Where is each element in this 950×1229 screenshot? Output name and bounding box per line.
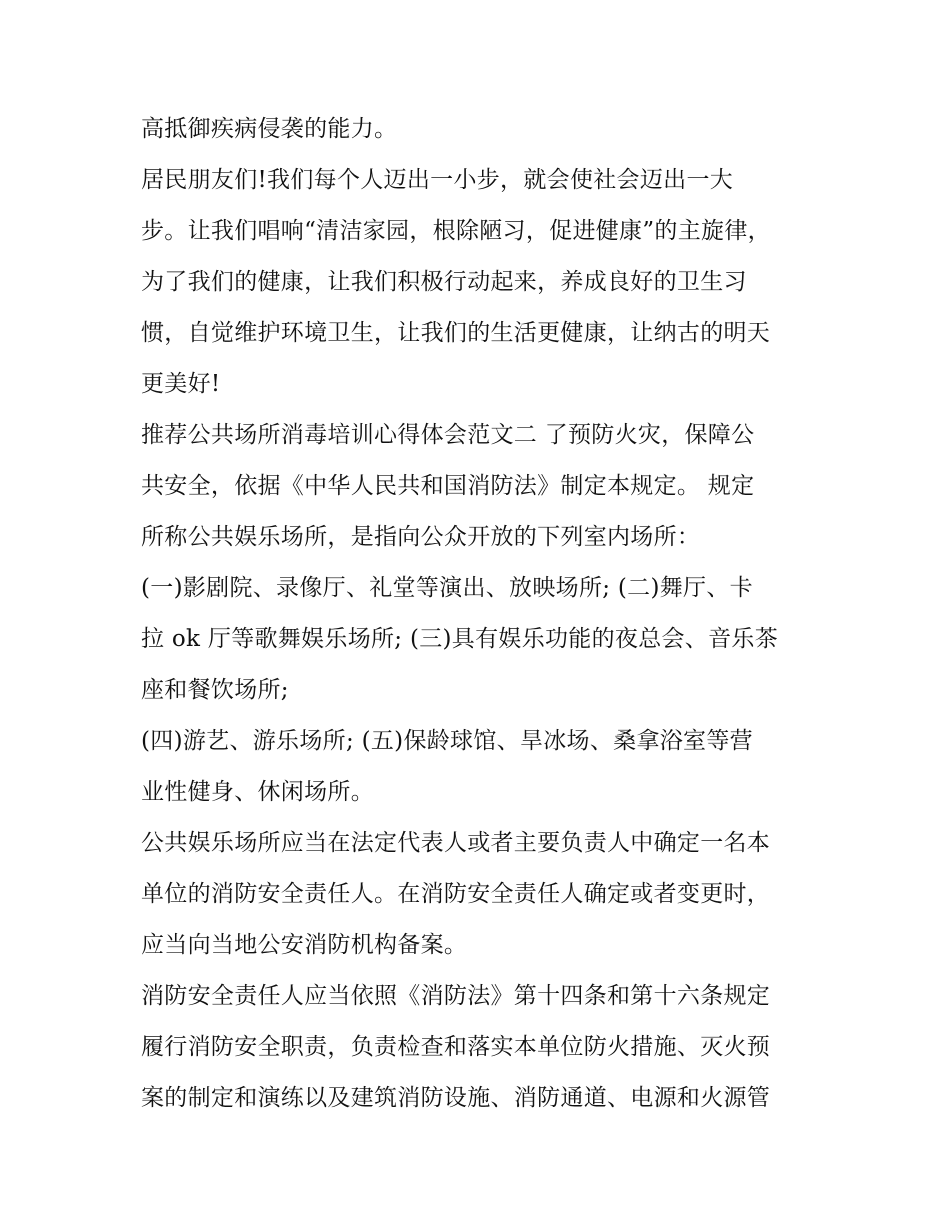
- text-line: 居民朋友们!我们每个人迈出一小步，就会使社会迈出一大: [141, 167, 734, 193]
- text-line: (一)影剧院、录像厅、礼堂等演出、放映场所; (二)舞厅、卡: [141, 575, 753, 601]
- text-line: 座和餐饮场所;: [141, 677, 289, 703]
- text-line: 案的制定和演练以及建筑消防设施、消防通道、电源和火源管: [141, 1085, 771, 1111]
- text-line: 高抵御疾病侵袭的能力。: [141, 116, 398, 142]
- text-line: (四)游艺、游乐场所; (五)保龄球馆、旱冰场、桑拿浴室等营: [141, 728, 753, 754]
- text-line: 推荐公共场所消毒培训心得体会范文二 了预防火灾，保障公: [141, 422, 755, 448]
- text-line: 所称公共娱乐场所，是指向公众开放的下列室内场所：: [141, 524, 701, 550]
- text-line: 单位的消防安全责任人。在消防安全责任人确定或者变更时，: [141, 881, 771, 907]
- text-line: 步。让我们唱响“清洁家园，根除陋习，促进健康”的主旋律，: [141, 218, 771, 244]
- text-line: 拉 ok 厅等歌舞娱乐场所; (三)具有娱乐功能的夜总会、音乐茶: [141, 626, 779, 652]
- text-line: 业性健身、休闲场所。: [141, 779, 374, 805]
- text-line: 更美好!: [141, 371, 221, 397]
- text-line: 惯，自觉维护环境卫生，让我们的生活更健康，让纳古的明天: [141, 320, 771, 346]
- text-line: 消防安全责任人应当依照《消防法》第十四条和第十六条规定: [141, 983, 771, 1009]
- text-line: 公共娱乐场所应当在法定代表人或者主要负责人中确定一名本: [141, 830, 771, 856]
- document-body: [141, 104, 821, 1124]
- text-line: 履行消防安全职责，负责检查和落实本单位防火措施、灭火预: [141, 1034, 771, 1060]
- text-line: 为了我们的健康，让我们积极行动起来，养成良好的卫生习: [141, 269, 747, 295]
- text-line: 共安全，依据《中华人民共和国消防法》制定本规定。 规定: [141, 473, 755, 499]
- text-line: 应当向当地公安消防机构备案。: [141, 932, 468, 958]
